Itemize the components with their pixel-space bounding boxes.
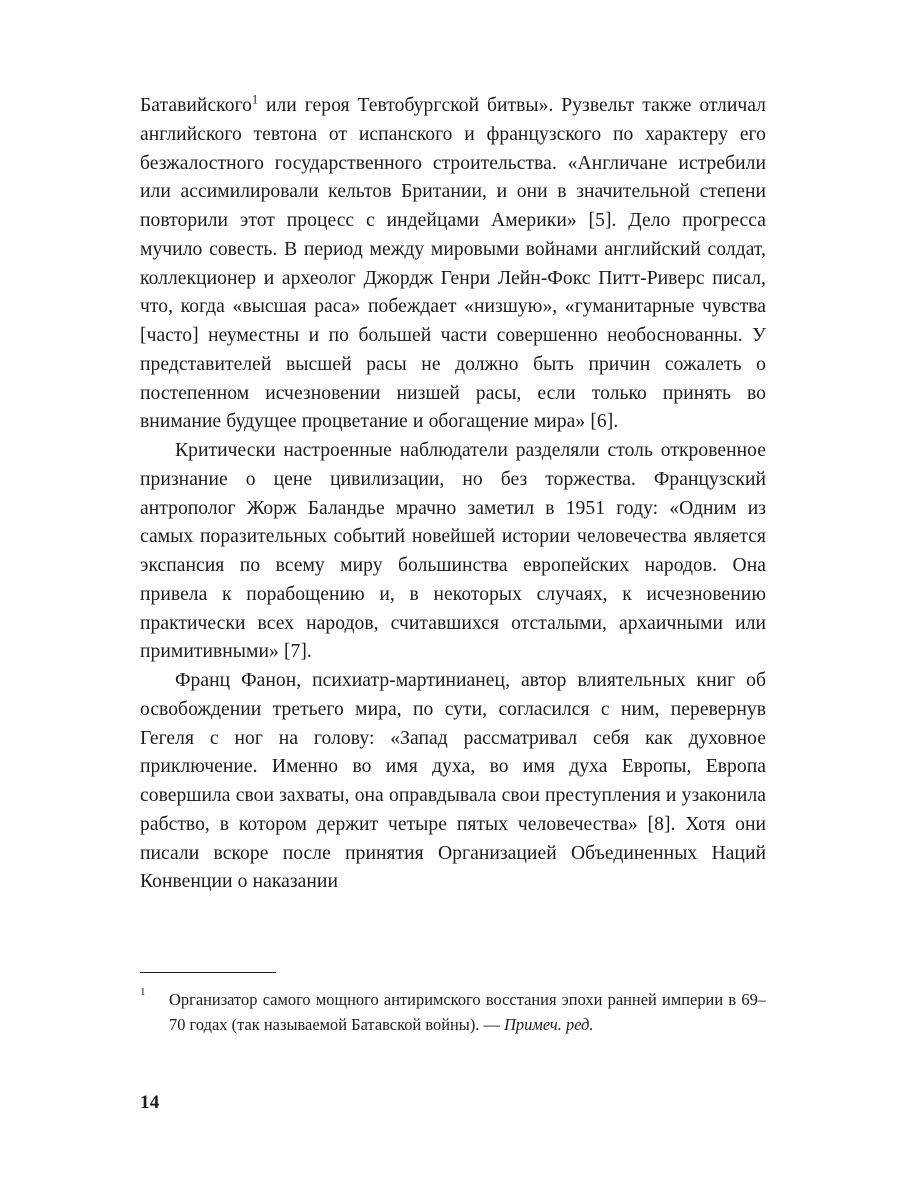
paragraph-text: Франц Фанон, психиатр-мартинианец, автор влиятельных книг об освобождении третьего мира, по сути, согласился с ним, перевернув Гегеля с ног на голову: «Запад рассматривал себя как духовное приключение. Именно во имя духа, во имя духа Европы, Европа совершила свои захваты, она оправдывала свои преступления и узаконила рабство, в котором держит четыре пятых человечества» [8]. Хотя они писали вскоре после принятия Организацией Объединенных Наций Конвенции о наказании <box>140 670 766 893</box>
body-text-block <box>140 92 766 897</box>
footnote-marker: 1 <box>140 986 146 998</box>
paragraph-fanon <box>140 667 766 897</box>
footnote-attribution: Примеч. ред. <box>504 1015 594 1035</box>
footnote-text: Организатор самого мощного антиримского восстания эпохи ранней империи в 69–70 годах (так называемой Батавской войны). — <box>169 990 766 1035</box>
paragraph-text: Критически настроенные наблюдатели разделяли столь откровенное признание о цене цивилизации, но без торжества. Французский антрополог Жорж Баландье мрачно заметил в 1951 году: «Одним из самых поразительных событий новейшей истории человечества является экспансия по всему миру большинства европейских народов. Она привела к порабощению и, в некоторых случаях, к исчезновению практически всех народов, считавшихся отсталыми, архаичными или примитивными» [7]. <box>140 440 766 663</box>
footnote-entry <box>140 987 766 1037</box>
paragraph-text-before-footnote-ref: Батавийского <box>140 95 253 116</box>
footnote-reference-marker[interactable]: 1 <box>252 92 259 107</box>
paragraph-continued <box>140 92 766 437</box>
page-number: 14 <box>140 1092 160 1113</box>
footnote-zone <box>140 972 766 1037</box>
paragraph-text-after-footnote-ref: или героя Тевтобургской битвы». Рузвельт также отличал английского тевтона от испанского и французского по характеру его безжалостного государственного строительства. «Англичане истребили или ассимилировали кельтов Британии, и они в значительной степени повторили этот процесс с индейцами Америки» [5]. Дело прогресса мучило совесть. В период между мировыми войнами английский солдат, коллекционер и археолог Джордж Генри Лейн-Фокс Питт-Риверс писал, что, когда «высшая раса» побеждает «низшую», «гуманитарные чувства [часто] неуместны и по большей части совершенно необоснованны. У представителей высшей расы не должно быть причин сожалеть о постепенном исчезновении низшей расы, если только принять во внимание будущее процветание и обогащение мира» [6]. <box>140 95 766 433</box>
paragraph-balandier <box>140 437 766 667</box>
footnote-separator-rule <box>140 972 276 973</box>
